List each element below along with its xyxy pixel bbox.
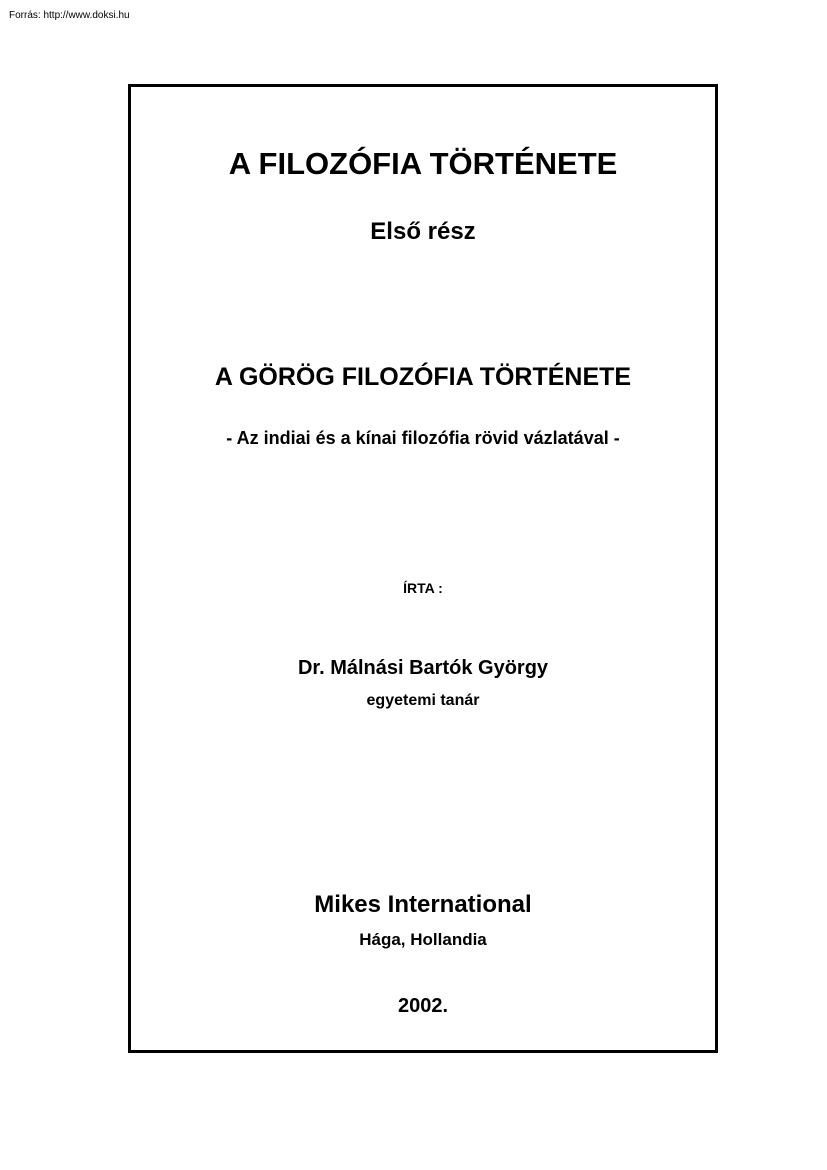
title-page-frame xyxy=(128,84,718,1053)
sub-title: A GÖRÖG FILOZÓFIA TÖRTÉNETE xyxy=(214,363,632,391)
part-label: Első rész xyxy=(370,218,476,245)
source-note: Forrás: http://www.doksi.hu xyxy=(9,10,130,21)
sub-subtitle: - Az indiai és a kínai filozófia rövid vázlatával - xyxy=(226,428,620,448)
written-by-label: ÍRTA : xyxy=(403,580,443,596)
publisher-location: Hága, Hollandia xyxy=(359,930,487,949)
author-name: Dr. Málnási Bartók György xyxy=(297,657,549,679)
publication-year: 2002. xyxy=(397,995,449,1017)
main-title: A FILOZÓFIA TÖRTÉNETE xyxy=(228,146,618,181)
author-role: egyetemi tanár xyxy=(366,692,480,709)
publisher-name: Mikes International xyxy=(314,891,532,918)
